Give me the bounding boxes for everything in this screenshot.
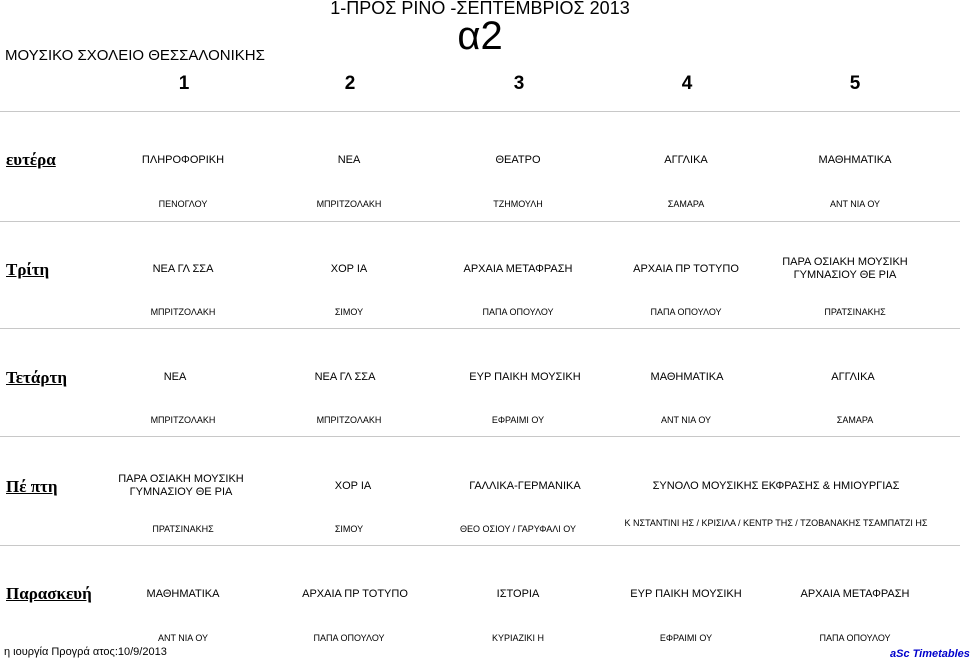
lesson-subject: ΜΑΘΗΜΑΤΙΚΑ [146, 588, 220, 600]
row-divider [0, 545, 960, 546]
lesson-teacher: ΕΦΡΑΙΜΙ ΟΥ [659, 633, 713, 643]
row-divider [0, 221, 960, 222]
lesson-teacher: ΠΑΠΑ ΟΠΟΥΛΟΥ [482, 307, 554, 317]
school-name: ΜΟΥΣΙΚΟ ΣΧΟΛΕΙΟ ΘΕΣΣΑΛΟΝΙΚΗΣ [5, 47, 265, 64]
lesson-teacher: ΣΙΜΟΥ [334, 307, 364, 317]
lesson-teacher: ΚΥΡΙΑΖΙΚΙ Η [491, 633, 544, 643]
row-divider [0, 436, 960, 437]
lesson-subject: ΝΕΑ [163, 371, 187, 383]
lesson-teacher: ΠΕΝΟΓΛΟΥ [158, 199, 208, 209]
day-label-thursday: Πέ πτη [6, 477, 58, 496]
lesson-subject: ΕΥΡ ΠΑΙΚΗ ΜΟΥΣΙΚΗ [630, 588, 742, 600]
lesson-subject: ΝΕΑ [337, 154, 361, 166]
lesson-subject: ΓΑΛΛΙΚΑ-ΓΕΡΜΑΝΙΚΑ [469, 480, 581, 492]
timetable-title: 1-ΠΡΟΣ ΡΙΝΟ -ΣΕΠΤΕΜΒΡΙΟΣ 2013 [330, 0, 630, 18]
lesson-subject: ΑΡΧΑΙΑ ΠΡ ΤΟΤΥΠΟ [302, 588, 408, 600]
creation-date: η ιουργία Προγρά ατος:10/9/2013 [4, 646, 167, 658]
lesson-teacher: ΣΑΜΑΡΑ [667, 199, 705, 209]
lesson-teacher: ΑΝΤ ΝΙΑ ΟΥ [660, 415, 712, 425]
lesson-subject: ΠΑΡΑ ΟΣΙΑΚΗ ΜΟΥΣΙΚΗ ΓΥΜΝΑΣΙΟΥ ΘΕ ΡΙΑ [118, 473, 244, 498]
lesson-subject: ΝΕΑ ΓΛ ΣΣΑ [152, 263, 214, 275]
lesson-teacher: ΘΕΟ ΟΣΙΟΥ / ΓΑΡΥΦΑΛΙ ΟΥ [460, 524, 576, 534]
lesson-teacher: ΠΑΠΑ ΟΠΟΥΛΟΥ [650, 307, 722, 317]
day-label-friday: Παρασκευή [6, 584, 92, 603]
period-header-5: 5 [849, 73, 861, 94]
lesson-teacher: ΠΡΑΤΣΙΝΑΚΗΣ [824, 307, 886, 317]
lesson-subject: ΜΑΘΗΜΑΤΙΚΑ [818, 154, 892, 166]
lesson-subject: ΣΥΝΟΛΟ ΜΟΥΣΙΚΗΣ ΕΚΦΡΑΣΗΣ & ΗΜΙΟΥΡΓΙΑΣ [652, 480, 900, 492]
lesson-subject: ΕΥΡ ΠΑΙΚΗ ΜΟΥΣΙΚΗ [469, 371, 581, 383]
lesson-subject: ΠΛΗΡΟΦΟΡΙΚΗ [141, 154, 225, 166]
lesson-teacher: ΜΠΡΙΤΖΟΛΑΚΗ [150, 307, 216, 317]
lesson-subject: ΜΑΘΗΜΑΤΙΚΑ [650, 371, 724, 383]
lesson-subject: ΧΟΡ ΙΑ [334, 480, 372, 492]
day-label-tuesday: Τρίτη [6, 260, 50, 279]
day-label-monday: ευτέρα [6, 150, 56, 169]
lesson-subject: ΑΡΧΑΙΑ ΠΡ ΤΟΤΥΠΟ [633, 263, 739, 275]
period-header-3: 3 [513, 73, 525, 94]
lesson-teacher: ΤΖΗΜΟΥΛΗ [493, 199, 543, 209]
lesson-subject: ΝΕΑ ΓΛ ΣΣΑ [314, 371, 376, 383]
lesson-teacher: ΠΑΠΑ ΟΠΟΥΛΟΥ [819, 633, 891, 643]
lesson-teacher: ΣΙΜΟΥ [334, 524, 364, 534]
lesson-subject: ΑΓΓΛΙΚΑ [831, 371, 875, 383]
period-header-2: 2 [344, 73, 356, 94]
lesson-teacher: ΣΑΜΑΡΑ [836, 415, 874, 425]
lesson-subject: ΧΟΡ ΙΑ [330, 263, 368, 275]
lesson-teacher: ΑΝΤ ΝΙΑ ΟΥ [829, 199, 881, 209]
lesson-teacher: ΜΠΡΙΤΖΟΛΑΚΗ [316, 415, 382, 425]
lesson-teacher: Κ ΝΣΤΑΝΤΙΝΙ ΗΣ / ΚΡΙΣΙΛΑ / ΚΕΝΤΡ ΤΗΣ / ΤΖΟΒΑΝΑΚΗΣ ΤΣΑΜΠΑΤΖΙ ΗΣ [624, 518, 928, 528]
brand-watermark: aSc Timetables [890, 648, 970, 660]
lesson-teacher: ΑΝΤ ΝΙΑ ΟΥ [157, 633, 209, 643]
day-label-wednesday: Τετάρτη [6, 368, 67, 387]
lesson-subject: ΑΡΧΑΙΑ ΜΕΤΑΦΡΑΣΗ [463, 263, 573, 275]
lesson-subject: ΑΡΧΑΙΑ ΜΕΤΑΦΡΑΣΗ [800, 588, 910, 600]
row-divider [0, 111, 960, 112]
period-header-1: 1 [178, 73, 190, 94]
lesson-teacher: ΕΦΡΑΙΜΙ ΟΥ [491, 415, 545, 425]
lesson-subject: ΠΑΡΑ ΟΣΙΑΚΗ ΜΟΥΣΙΚΗ ΓΥΜΝΑΣΙΟΥ ΘΕ ΡΙΑ [782, 256, 908, 281]
lesson-subject: ΘΕΑΤΡΟ [495, 154, 541, 166]
class-name: α2 [457, 14, 503, 58]
lesson-subject: ΙΣΤΟΡΙΑ [496, 588, 540, 600]
lesson-teacher: ΜΠΡΙΤΖΟΛΑΚΗ [316, 199, 382, 209]
period-header-4: 4 [681, 73, 693, 94]
lesson-teacher: ΠΡΑΤΣΙΝΑΚΗΣ [152, 524, 214, 534]
lesson-teacher: ΠΑΠΑ ΟΠΟΥΛΟΥ [313, 633, 385, 643]
lesson-teacher: ΜΠΡΙΤΖΟΛΑΚΗ [150, 415, 216, 425]
lesson-subject: ΑΓΓΛΙΚΑ [664, 154, 708, 166]
row-divider [0, 328, 960, 329]
